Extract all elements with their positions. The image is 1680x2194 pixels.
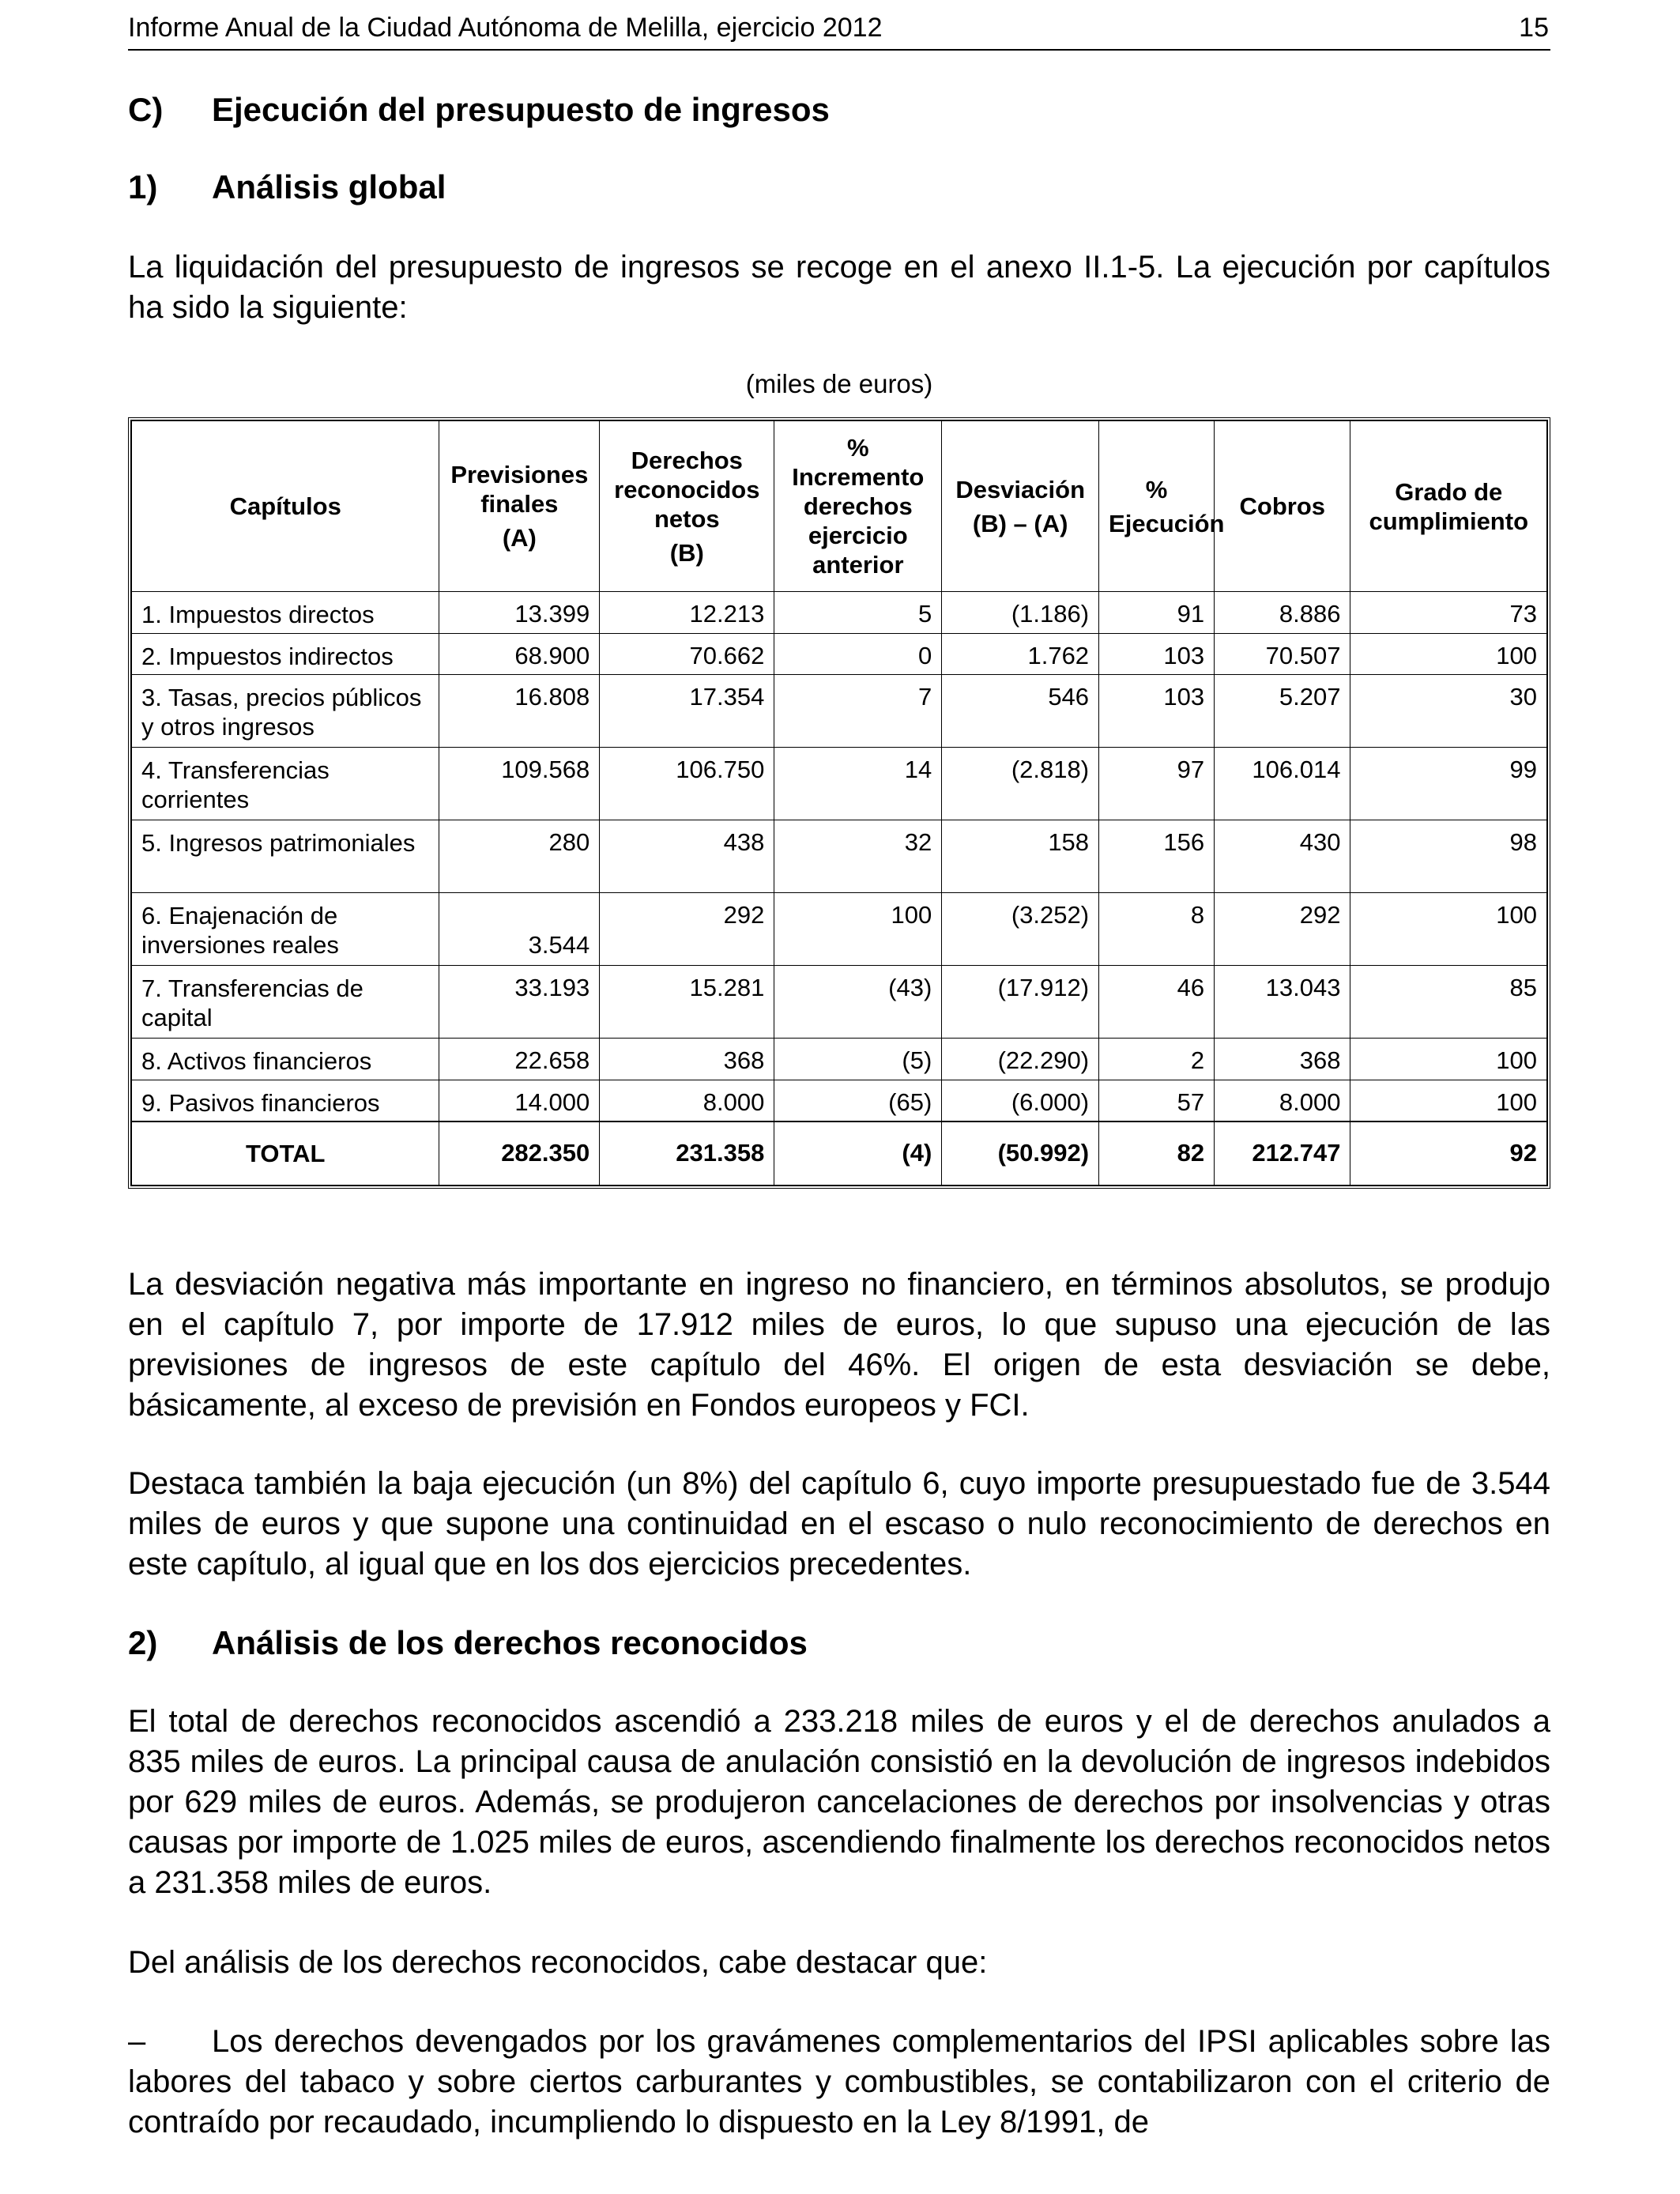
cell-capitulo: 9. Pasivos financieros bbox=[132, 1080, 439, 1122]
cell-cobros: 8.886 bbox=[1215, 592, 1350, 634]
cell-grado: 98 bbox=[1350, 820, 1547, 893]
cell-incremento: (65) bbox=[774, 1080, 942, 1122]
cell-cobros: 368 bbox=[1215, 1038, 1350, 1080]
section-2-title: Análisis de los derechos reconocidos bbox=[212, 1624, 808, 1661]
table-row bbox=[132, 1038, 1547, 1080]
paragraph-desviacion: La desviación negativa más importante en ingreso no financiero, en términos absolutos, se produjo en el capítulo 7, por importe de 17.912 miles de euros, lo que supuso una ejecución de las previsiones de ingresos de este capítulo del 46%. El origen de esta desviación se debe, básicamente, al exceso de previsión en Fondos europeos y FCI. bbox=[128, 1267, 1550, 1423]
paragraph-total-derechos: El total de derechos reconocidos ascendió a 233.218 miles de euros y el de derechos anulados a 835 miles de euros. La principal causa de anulación consistió en la devolución de ingresos indebidos por 629 miles de euros. Además, se produjeron cancelaciones de derechos por insolvencias y otras causas por importe de 1.025 miles de euros, ascendiendo finalmente los derechos reconocidos netos a 231.358 miles de euros. bbox=[128, 1704, 1550, 1900]
cell-total-label: TOTAL bbox=[132, 1122, 439, 1186]
col-header-desviacion: Desviación (B) – (A) bbox=[942, 421, 1099, 592]
cell-ejecucion: 8 bbox=[1099, 893, 1215, 966]
cell-capitulo: 8. Activos financieros bbox=[132, 1038, 439, 1080]
cell-total-desviacion: (50.992) bbox=[942, 1122, 1099, 1186]
cell-cobros: 8.000 bbox=[1215, 1080, 1350, 1122]
cell-cobros: 5.207 bbox=[1215, 675, 1350, 748]
cell-total-ejecucion: 82 bbox=[1099, 1122, 1215, 1186]
cell-capitulo: 4. Transferencias corrientes bbox=[132, 748, 439, 820]
cell-cobros: 13.043 bbox=[1215, 966, 1350, 1039]
cell-capitulo: 6. Enajenación de inversiones reales bbox=[132, 893, 439, 966]
col-header-cobros: Cobros bbox=[1215, 421, 1350, 592]
table-row bbox=[132, 675, 1547, 748]
cell-desviacion: 546 bbox=[942, 675, 1099, 748]
cell-incremento: 5 bbox=[774, 592, 942, 634]
cell-grado: 100 bbox=[1350, 1038, 1547, 1080]
section-2-number: 2) bbox=[128, 1624, 158, 1661]
section-1-title: Análisis global bbox=[212, 168, 446, 205]
cell-cobros: 430 bbox=[1215, 820, 1350, 893]
cell-ejecucion: 2 bbox=[1099, 1038, 1215, 1080]
cell-desviacion: (2.818) bbox=[942, 748, 1099, 820]
cell-desviacion: (17.912) bbox=[942, 966, 1099, 1039]
cell-derechos: 12.213 bbox=[600, 592, 774, 634]
section-1-number: 1) bbox=[128, 168, 158, 205]
cell-derechos: 70.662 bbox=[600, 633, 774, 675]
header-title: Informe Anual de la Ciudad Autónoma de Melilla, ejercicio 2012 bbox=[128, 13, 883, 43]
cell-ejecucion: 57 bbox=[1099, 1080, 1215, 1122]
cell-desviacion: 1.762 bbox=[942, 633, 1099, 675]
bullet-item bbox=[128, 2022, 1550, 2143]
cell-incremento: (5) bbox=[774, 1038, 942, 1080]
cell-grado: 30 bbox=[1350, 675, 1547, 748]
cell-grado: 85 bbox=[1350, 966, 1547, 1039]
cell-desviacion: (22.290) bbox=[942, 1038, 1099, 1080]
bullet-dash: – bbox=[128, 2024, 146, 2059]
cell-ejecucion: 103 bbox=[1099, 633, 1215, 675]
cell-cobros: 292 bbox=[1215, 893, 1350, 966]
col-header-grado: Grado de cumplimiento bbox=[1350, 421, 1547, 592]
cell-incremento: (43) bbox=[774, 966, 942, 1039]
cell-derechos: 368 bbox=[600, 1038, 774, 1080]
col-header-derechos: Derechos reconocidos netos (B) bbox=[600, 421, 774, 592]
cell-total-previsiones: 282.350 bbox=[439, 1122, 600, 1186]
cell-previsiones: 13.399 bbox=[439, 592, 600, 634]
cell-total-derechos: 231.358 bbox=[600, 1122, 774, 1186]
cell-previsiones: 68.900 bbox=[439, 633, 600, 675]
cell-ejecucion: 91 bbox=[1099, 592, 1215, 634]
table-row bbox=[132, 633, 1547, 675]
cell-grado: 100 bbox=[1350, 893, 1547, 966]
cell-derechos: 17.354 bbox=[600, 675, 774, 748]
cell-derechos: 292 bbox=[600, 893, 774, 966]
col-header-incremento: % Incremento derechos ejercicio anterior bbox=[774, 421, 942, 592]
cell-grado: 100 bbox=[1350, 633, 1547, 675]
table-row bbox=[132, 893, 1547, 966]
execution-table bbox=[128, 417, 1550, 1189]
cell-capitulo: 3. Tasas, precios públicos y otros ingresos bbox=[132, 675, 439, 748]
table-total-row bbox=[132, 1122, 1547, 1186]
cell-previsiones: 33.193 bbox=[439, 966, 600, 1039]
cell-total-incremento: (4) bbox=[774, 1122, 942, 1186]
page-header bbox=[128, 11, 1550, 51]
cell-ejecucion: 46 bbox=[1099, 966, 1215, 1039]
cell-capitulo: 7. Transferencias de capital bbox=[132, 966, 439, 1039]
table-row bbox=[132, 1080, 1547, 1122]
col-header-previsiones: Previsiones finales (A) bbox=[439, 421, 600, 592]
cell-grado: 73 bbox=[1350, 592, 1547, 634]
cell-capitulo: 1. Impuestos directos bbox=[132, 592, 439, 634]
table-row bbox=[132, 592, 1547, 634]
cell-grado: 100 bbox=[1350, 1080, 1547, 1122]
cell-capitulo: 2. Impuestos indirectos bbox=[132, 633, 439, 675]
cell-cobros: 106.014 bbox=[1215, 748, 1350, 820]
cell-derechos: 438 bbox=[600, 820, 774, 893]
cell-desviacion: (1.186) bbox=[942, 592, 1099, 634]
cell-desviacion: (6.000) bbox=[942, 1080, 1099, 1122]
table-row bbox=[132, 966, 1547, 1039]
cell-previsiones: 14.000 bbox=[439, 1080, 600, 1122]
cell-previsiones: 280 bbox=[439, 820, 600, 893]
cell-previsiones: 109.568 bbox=[439, 748, 600, 820]
table-row bbox=[132, 820, 1547, 893]
bullet-text: Los derechos devengados por los gravámenes complementarios del IPSI aplicables sobre las labores del tabaco y sobre ciertos carburantes y combustibles, se contabilizaron con el criterio de contraído por recaudado, incumpliendo lo dispuesto en la Ley 8/1991, de bbox=[128, 2024, 1550, 2139]
cell-total-grado: 92 bbox=[1350, 1122, 1547, 1186]
cell-desviacion: 158 bbox=[942, 820, 1099, 893]
cell-derechos: 8.000 bbox=[600, 1080, 774, 1122]
cell-total-cobros: 212.747 bbox=[1215, 1122, 1350, 1186]
cell-derechos: 106.750 bbox=[600, 748, 774, 820]
col-header-capitulos: Capítulos bbox=[132, 421, 439, 592]
cell-incremento: 32 bbox=[774, 820, 942, 893]
table-header-row bbox=[132, 421, 1547, 592]
cell-incremento: 7 bbox=[774, 675, 942, 748]
cell-incremento: 14 bbox=[774, 748, 942, 820]
cell-cobros: 70.507 bbox=[1215, 633, 1350, 675]
col-header-ejecucion: % Ejecución bbox=[1099, 421, 1215, 592]
paragraph-destaca: Destaca también la baja ejecución (un 8%) del capítulo 6, cuyo importe presupuestado fue de 3.544 miles de euros y que supone una continuidad en el escaso o nulo reconocimiento de derechos en este capítulo, al igual que en los dos ejercicios precedentes. bbox=[128, 1466, 1550, 1581]
cell-previsiones: 3.544 bbox=[439, 893, 600, 966]
cell-grado: 99 bbox=[1350, 748, 1547, 820]
cell-desviacion: (3.252) bbox=[942, 893, 1099, 966]
units-caption: (miles de euros) bbox=[745, 369, 933, 398]
section-c-number: C) bbox=[128, 91, 164, 128]
cell-ejecucion: 97 bbox=[1099, 748, 1215, 820]
cell-ejecucion: 103 bbox=[1099, 675, 1215, 748]
cell-previsiones: 22.658 bbox=[439, 1038, 600, 1080]
cell-ejecucion: 156 bbox=[1099, 820, 1215, 893]
cell-derechos: 15.281 bbox=[600, 966, 774, 1039]
cell-incremento: 100 bbox=[774, 893, 942, 966]
table-row bbox=[132, 748, 1547, 820]
section-c-title: Ejecución del presupuesto de ingresos bbox=[212, 91, 830, 128]
paragraph-analisis: Del análisis de los derechos reconocidos, cabe destacar que: bbox=[128, 1945, 988, 1980]
cell-capitulo: 5. Ingresos patrimoniales bbox=[132, 820, 439, 893]
cell-incremento: 0 bbox=[774, 633, 942, 675]
intro-paragraph: La liquidación del presupuesto de ingresos se recoge en el anexo II.1-5. La ejecución por capítulos ha sido la siguiente: bbox=[128, 250, 1550, 325]
cell-previsiones: 16.808 bbox=[439, 675, 600, 748]
page-number: 15 bbox=[1519, 13, 1549, 43]
